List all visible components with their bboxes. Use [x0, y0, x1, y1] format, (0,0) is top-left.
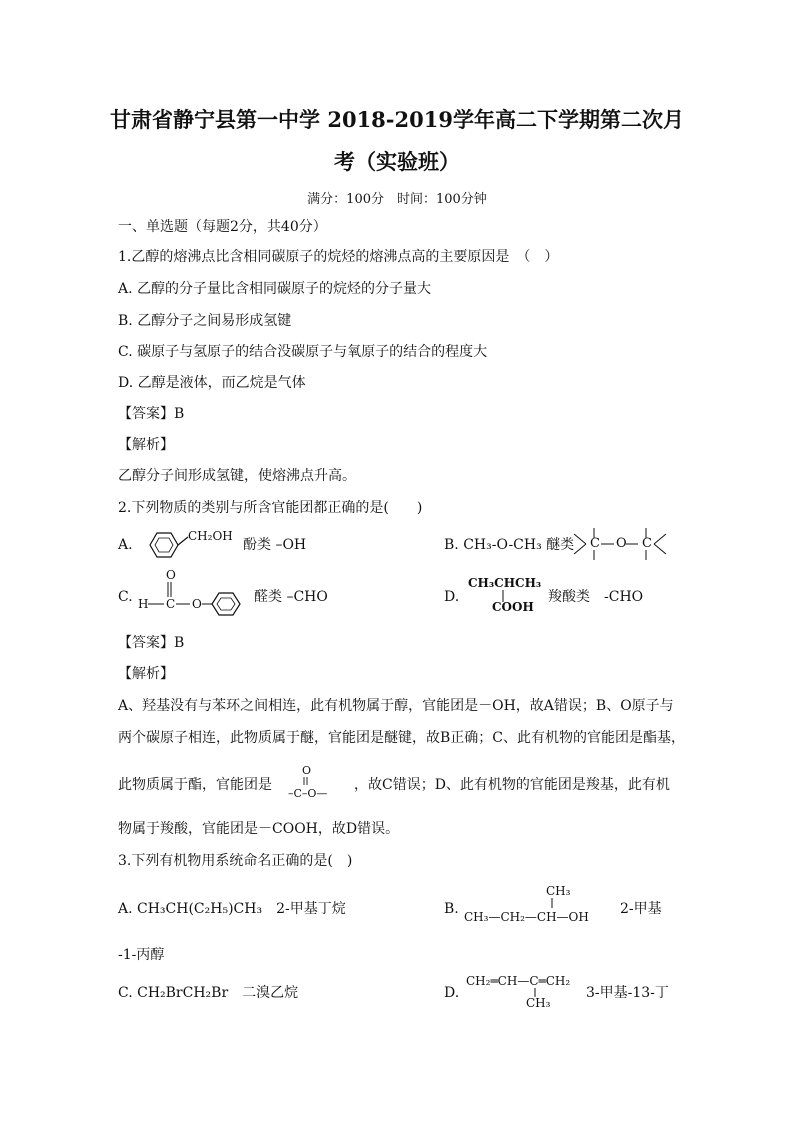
q3-option-b-label: B. [444, 901, 459, 917]
q3-stem: 3.下列有机物用系统命名正确的是( ) [118, 853, 353, 869]
q2-option-d-label: D. [444, 589, 460, 605]
q1-analysis: 乙醇分子间形成氢键，使熔沸点升高。 [118, 468, 356, 484]
q2-stem: 2.下列物质的类别与所含官能团都正确的是( ) [118, 500, 423, 516]
q2-d-bottom: COOH [492, 600, 534, 614]
q2-option-b-text: B. CH₃-O-CH₃ 醚类 [444, 537, 575, 553]
q2-c-h: H [138, 597, 149, 611]
q1-analysis-label: 【解析】 [118, 437, 174, 453]
section-heading: 一、单选题（每题2分，共40分） [118, 219, 327, 235]
q3-d-methyl: CH₃ [526, 996, 551, 1010]
q1-option-a: A. 乙醇的分子量比含相同碳原子的烷烃的分子量大 [118, 281, 432, 297]
ester-double-bond-icon [303, 777, 309, 787]
doc-title-line-2: 考（实验班） [334, 149, 460, 174]
q3-option-d-label: D. [444, 985, 460, 1001]
q3-b-chain: CH₃—CH₂—CH—OH [464, 910, 589, 924]
q1-option-c: C. 碳原子与氢原子的结合没碳原子与氧原子的结合的程度大 [118, 344, 488, 360]
q1-answer: 【答案】B [118, 406, 185, 422]
q3-b-methyl: CH₃ [546, 884, 571, 898]
q2-a-ch2oh: CH₂OH [188, 529, 233, 543]
q2-b-carbon-right: C [642, 536, 652, 551]
q2-ester-chain: –C–O— [288, 787, 328, 800]
q2-ester-o: O [302, 764, 312, 777]
q2-d-top: CH₃CHCH₃ [468, 576, 542, 590]
ester-structure-icon [136, 580, 252, 620]
q2-option-a-label: A. [118, 537, 133, 553]
q3-b-name: 2-甲基 [620, 901, 662, 917]
q2-answer: 【答案】B [118, 635, 185, 651]
q2-b-carbon-left: C [590, 536, 600, 551]
q2-option-a-text: 酚类 –OH [243, 537, 307, 553]
q1-option-d: D. 乙醇是液体，而乙烷是气体 [118, 375, 306, 391]
doc-title-line-1: 甘肃省静宁县第一中学 2018-2019学年高二下学期第二次月 [110, 107, 684, 132]
q3-option-a: A. CH₃CH(C₂H₅)CH₃ 2-甲基丁烷 [118, 901, 346, 917]
q3-b-name-continued: -1-丙醇 [118, 947, 165, 963]
q3-option-c: C. CH₂BrCH₂Br 二溴乙烷 [118, 985, 299, 1001]
q2-analysis-label: 【解析】 [118, 666, 174, 682]
q2-b-oxygen: O [616, 536, 627, 551]
q1-stem: 1.乙醇的熔沸点比含相同碳原子的烷烃的熔沸点高的主要原因是 （ ） [118, 249, 559, 265]
q3-b-bond-icon [549, 898, 555, 910]
q2-option-c-text: 醛类 –CHO [254, 589, 328, 605]
q2-option-d-text: 羧酸类 -CHO [548, 589, 644, 605]
q3-d-chain: CH₂═CH—C═CH₂ [466, 974, 571, 988]
q2-c-carbon: C [166, 597, 176, 611]
q3-d-name: 3-甲基-13-丁 [586, 985, 669, 1001]
q2-analysis-line-1: A、羟基没有与苯环之间相连，此有机物属于醇，官能团是－OH，故A错误；B、O原子与 [118, 698, 674, 714]
q2-analysis-line-3b: ，故C错误；D、此有机物的官能团是羧基，此有机 [354, 777, 670, 793]
q2-option-c-label: C. [118, 589, 133, 605]
q2-c-carbonyl-o: O [166, 568, 176, 582]
q2-c-oxygen: O [192, 597, 202, 611]
exam-meta: 满分：100分 时间：100分钟 [307, 192, 487, 207]
q2-analysis-line-4: 物属于羧酸，官能团是－COOH，故D错误。 [118, 821, 400, 837]
q1-option-b: B. 乙醇分子之间易形成氢键 [118, 313, 292, 329]
q2-analysis-line-3a: 此物质属于酯，官能团是 [118, 777, 272, 793]
q2-analysis-line-2: 两个碳原子相连，此物质属于醚，官能团是醚键，故B正确；C、此有机物的官能团是酯基， [118, 730, 685, 746]
